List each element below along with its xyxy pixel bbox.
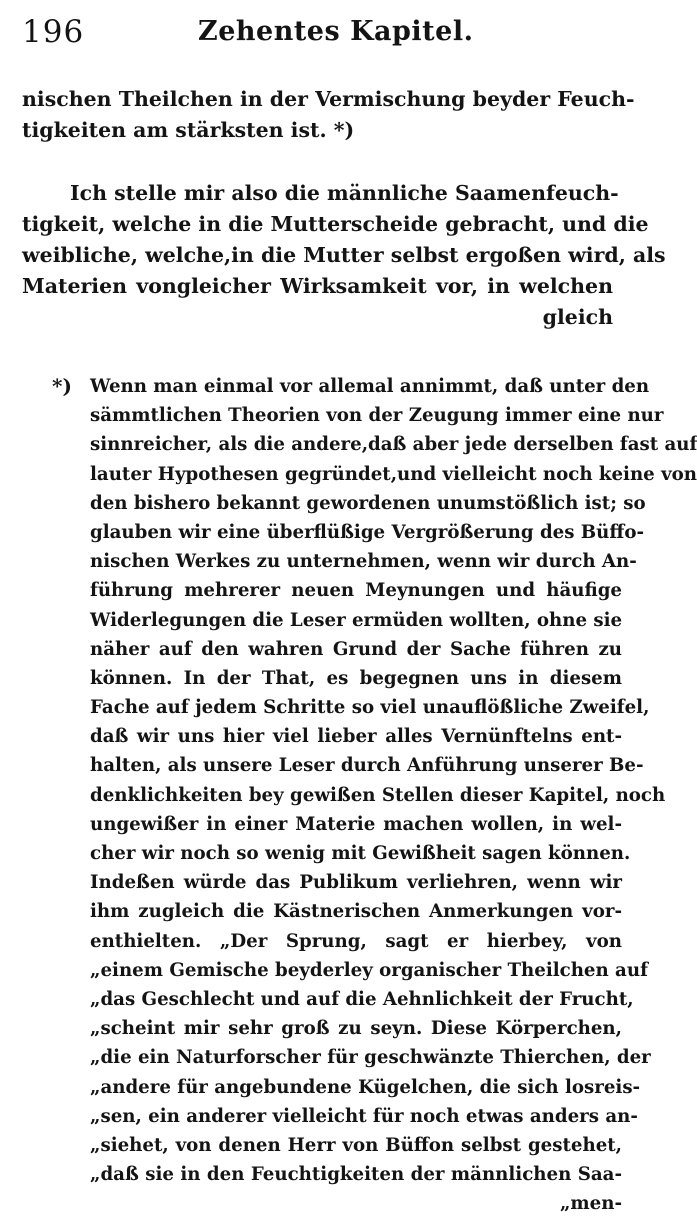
footnote-line: enthielten. „Der Sprung, sagt er hierbey, von [90,930,622,952]
footnote-line: den bishero bekannt gewordenen unumstößlich ist; so [90,492,646,514]
footnote-line: ihm zugleich die Kästnerischen Anmerkungen vor- [90,901,622,923]
footnote-line: „daß sie in den Feuchtigkeiten der männlichen Saa- [90,1164,622,1186]
text-line: tigkeit, welche in die Mutterscheide gebracht, und die [22,212,649,236]
footnote-line: Wenn man einmal vor allemal annimmt, daß unter den [90,376,650,397]
page-number: 196 [22,14,85,50]
running-title: Zehentes Kapitel. [198,16,474,47]
paragraph [22,178,666,333]
footnote-line: können. In der That, es begegnen uns in diesem [90,667,622,689]
footnote-line: sämmtlichen Theorien von der Zeugung immer eine nur [90,405,664,427]
text-line: weibliche, welche,in die Mutter selbst ergoßen wird, als [22,243,666,267]
footnote [52,372,697,1218]
footnote-line: „scheint mir sehr groß zu seyn. Diese Körperchen, [90,1018,622,1040]
catchword: gleich [542,305,613,329]
text-line: Ich stelle mir also die männliche Saamenfeuch- [70,181,619,205]
paragraph-continuation [22,84,635,146]
footnote-line: halten, als unsere Leser durch Anführung unserer Be- [90,755,644,777]
footnote-line: Indeßen würde das Publikum verliehren, wenn wir [90,872,622,894]
catchword: „men- [559,1193,622,1215]
footnote-line: näher auf den wahren Grund der Sache führen zu [90,638,622,660]
footnote-line: sinnreicher, als die andere,daß aber jede derselben fast auf [90,434,697,456]
footnote-line: „einem Gemische beyderley organischer Theilchen auf [90,959,648,981]
footnote-line: „die ein Naturforscher für geschwänzte Thierchen, der [90,1047,651,1069]
footnote-line: glauben wir eine überflüßige Vergrößerung des Büffo- [90,521,645,543]
text-line: tigkeiten am stärksten ist. *) [22,118,355,142]
footnote-marker: *) [52,374,72,398]
footnote-line: „sen, ein anderer vielleicht für noch etwas anders an- [90,1105,638,1127]
text-line: nischen Theilchen in der Vermischung beyder Feuch- [22,87,635,111]
footnote-line: cher wir noch so wenig mit Gewißheit sagen können. [90,843,631,864]
page-header [22,10,613,56]
footnote-line: führung mehrerer neuen Meynungen und häufige [90,580,622,602]
footnote-line: „das Geschlecht und auf die Aehnlichkeit der Frucht, [90,988,634,1010]
footnote-line: lauter Hypothesen gegründet,und vielleicht noch keine von [90,463,697,485]
footnote-line: daß wir uns hier viel lieber alles Vernünftelns ent- [90,726,622,748]
footnote-line: „andere für angebundene Kügelchen, die sich losreis- [90,1076,641,1098]
footnote-line: Widerlegungen die Leser ermüden wollten, ohne sie [90,609,623,631]
footnote-line: ungewißer in einer Materie machen wollen, in wel- [90,813,622,835]
footnote-line: nischen Werkes zu unternehmen, wenn wir durch An- [90,551,637,573]
footnote-line: denklichkeiten bey gewißen Stellen dieser Kapitel, noch [90,784,666,806]
footnote-line: „siehet, von denen Herr von Büffon selbst gestehet, [90,1134,622,1156]
footnote-line: Fache auf jedem Schritte so viel unauflößliche Zweifel, [90,697,650,719]
text-line: Materien vongleicher Wirksamkeit vor, in welchen [22,274,613,298]
